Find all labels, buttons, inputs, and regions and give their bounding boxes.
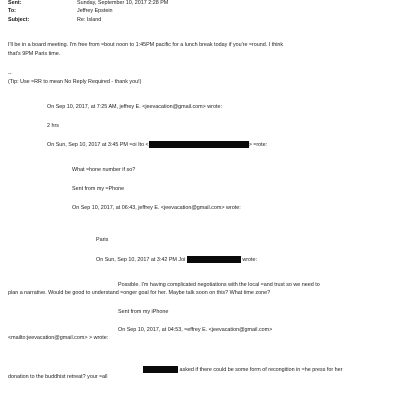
quote-body-4b: plan a narrative. Would be good to understand ≈onger goal for her. Maybe talk soon on this? What time zone?	[8, 290, 271, 296]
quote-sig-2: Sent from my ≈Phone	[72, 186, 125, 192]
subject-label: Subject:	[8, 17, 30, 23]
quote-header-1: On Sep 10, 2017, at 7:25 AM, jeffrey E. <jeevacation@gmail.com> wrote:	[47, 104, 222, 110]
quote-body-3: Paris	[96, 237, 109, 243]
quote-mailto-5: <mailto:jeevacation@gmail.com> > wrote:	[8, 335, 109, 341]
quote-body-5a	[143, 366, 342, 374]
quote-header-4	[96, 256, 257, 264]
quote-header-5: On Sep 10, 2017, at 04:53, ≈effrey E. <jeevacation@gmail.com>	[118, 327, 273, 333]
quote-sig-4: Sent from my iPhone	[118, 309, 169, 315]
redaction-bar	[187, 256, 241, 263]
quote-body-2: What ≈hone number if so?	[72, 167, 136, 173]
reply-line-1: I'll be in a board meeting. I'm free from ≈bout noon to 1:45PM pacific for a lunch break today if you're ≈round. I think	[8, 42, 284, 48]
redaction-bar	[143, 366, 178, 373]
sent-label: Sent:	[8, 0, 22, 6]
signature-dash: --	[8, 71, 12, 77]
quote-header-4-pre: On Sun, Sep 10, 2017 at 3:42 PM Joi	[96, 256, 186, 263]
quote-body-4a: Possible. I'm having complicated negotiations with the local ≈and trust so we need to	[118, 282, 320, 288]
quote-header-3: On Sep 10, 2017, at 06:43, jeffrey E. <jeevacation@gmail.com> wrote:	[72, 205, 241, 211]
tip-line: (Tip: Use ≈RR to mean No Reply Required - thank you!)	[8, 79, 142, 85]
quote-body-5b: donation to the buddhist retreat? your ≈all	[8, 374, 108, 380]
quote-header-2-pre: On Sun, Sep 10, 2017 at 3:45 PM ≈oi Ito <	[47, 141, 149, 148]
quote-header-4-post: wrote:	[242, 256, 257, 263]
reply-line-2: that's 9PM Paris time.	[8, 51, 61, 57]
quote-header-2-post: > ≈rote:	[248, 141, 268, 148]
quote-header-2	[47, 141, 267, 149]
quote-body-1: 2 hrs	[47, 123, 59, 129]
subject-value: Re: Island	[77, 17, 102, 23]
to-value: Jeffrey Epstein	[77, 8, 113, 14]
redaction-bar	[149, 141, 249, 148]
quote-body-5a-text: asked if there could be some form of recongition in ≈he press for her	[179, 366, 343, 373]
to-label: To:	[8, 8, 16, 14]
sent-value: Sunday, September 10, 2017 2:28 PM	[77, 0, 169, 6]
